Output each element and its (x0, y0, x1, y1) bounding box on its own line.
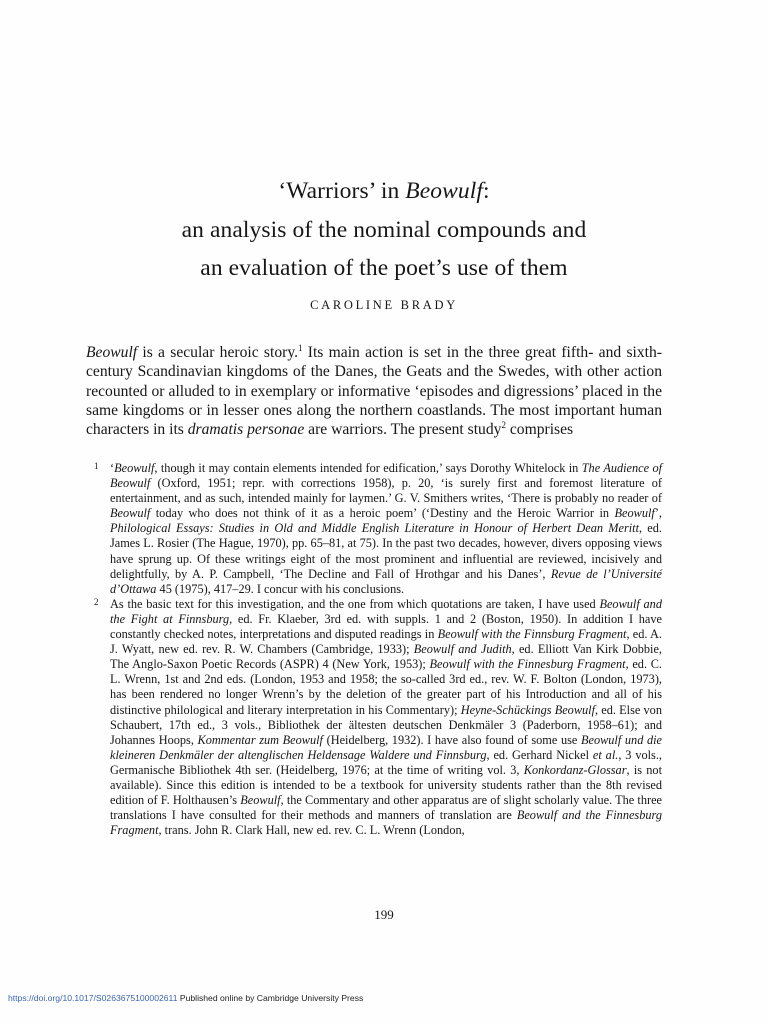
footnote-ref-1[interactable]: 1 (298, 342, 303, 353)
doi-footer (8, 993, 363, 1003)
footnote-2: 2 As the basic text for this investigation, and the one from which quotations are taken, I have used Beowulf and the Fight at Finnsburg, ed. Fr. Klaeber, 3rd ed. with suppls. 1 and 2 (Boston, 1950). In addition I have constantly checked notes, interpretations and disputed readings in Beowulf with the Finnsburg Fragment, ed. A. J. Wyatt, new ed. rev. R. W. Chambers (Cambridge, 1933); Beowulf and Judith, ed. Elliott Van Kirk Dobbie, The Anglo-Saxon Poetic Records (ASPR) 4 (New York, 1953); Beowulf with the Finnesburg Fragment, ed. C. L. Wrenn, 1st and 2nd eds. (London, 1953 and 1958; the so-called 3rd ed., rev. W. F. Bolton (London, 1973), has been rendered no longer Wrenn’s by the deletion of the greater part of his Introduction and all of his distinctive philological and literary interpretation in his Commentary); Heyne-Schückings Beowulf, ed. Else von Schaubert, 17th ed., 3 vols., Bibliothek der ältesten deutschen Denkmäler 3 (Paderborn, 1958–61); and Johannes Hoops, Kommentar zum Beowulf (Heidelberg, 1932). I have also found of some use Beowulf und die kleineren Denkmäler der altenglischen Heldensage Waldere und Finnsburg, ed. Gerhard Nickel et al., 3 vols., Germanische Bibliothek 4th ser. (Heidelberg, 1976; at the time of writing vol. 3, Konkordanz-Glossar, is not available). Since this edition is intended to be a textbook for university students rather than the 8th revised edition of F. Holthausen’s Beowulf, the Commentary and other apparatus are of slight scholarly value. The three translations I have consulted for their methods and manners of translation are Beowulf and the Finnesburg Fragment, trans. John R. Clark Hall, new ed. rev. C. L. Wrenn (London, (94, 596, 662, 838)
article-title-line-3: an evaluation of the poet’s use of them (200, 255, 568, 281)
footnote-1: 1 ‘Beowulf, though it may contain elements intended for edification,’ says Dorothy Whitelock in The Audience of Beowulf (Oxford, 1951; repr. with corrections 1958), p. 20, ‘is surely first and foremost literature of entertainment, and as such, intended mainly for laymen.’ G. V. Smithers writes, ‘There is probably no reader of Beowulf today who does not think of it as a heroic poem’ (‘Destiny and the Heroic Warrior in Beowulf’, Philological Essays: Studies in Old and Middle English Literature in Honour of Herbert Dean Meritt, ed. James L. Rosier (The Hague, 1970), pp. 65–81, at 75). In the past two decades, however, divers opposing views have sprung up. Of these writings eight of the most prominent and influential are reviewed, incisively and delightfully, by A. P. Campbell, ‘The Decline and Fall of Hrothgar and his Danes’, Revue de l’Université d’Ottawa 45 (1975), 417–29. I concur with his conclusions. (94, 461, 663, 596)
footnote-number: 2 (94, 596, 99, 607)
footnotes (86, 461, 662, 838)
article-title-line-2: an analysis of the nominal compounds and (181, 217, 587, 243)
publisher-note: Published online by Cambridge University Press (177, 993, 364, 1003)
body-paragraph: Beowulf is a secular heroic story.$^1$ Its main action is set in the three great fifth- and sixth-century Scandinavian kingdoms of the Danes, the Geats and the Swedes, with other action recounted or alluded to in exemplary or informative ‘episodes and digressions’ placed in the same kingdoms or in lesser ones along the northern coastlands. The most important human characters in its dramatis personae are warriors. The present study$^2$ comprises (86, 342, 662, 439)
author-name: CAROLINE BRADY (310, 298, 458, 312)
article-title-line-1: ‘Warriors’ in Beowulf: (278, 178, 490, 204)
page-number: 199 (374, 907, 394, 922)
doi-link[interactable]: https://doi.org/10.1017/S0263675100002611 (8, 993, 178, 1003)
footnote-ref-2[interactable]: 2 (501, 420, 506, 430)
footnote-number: 1 (94, 461, 99, 471)
